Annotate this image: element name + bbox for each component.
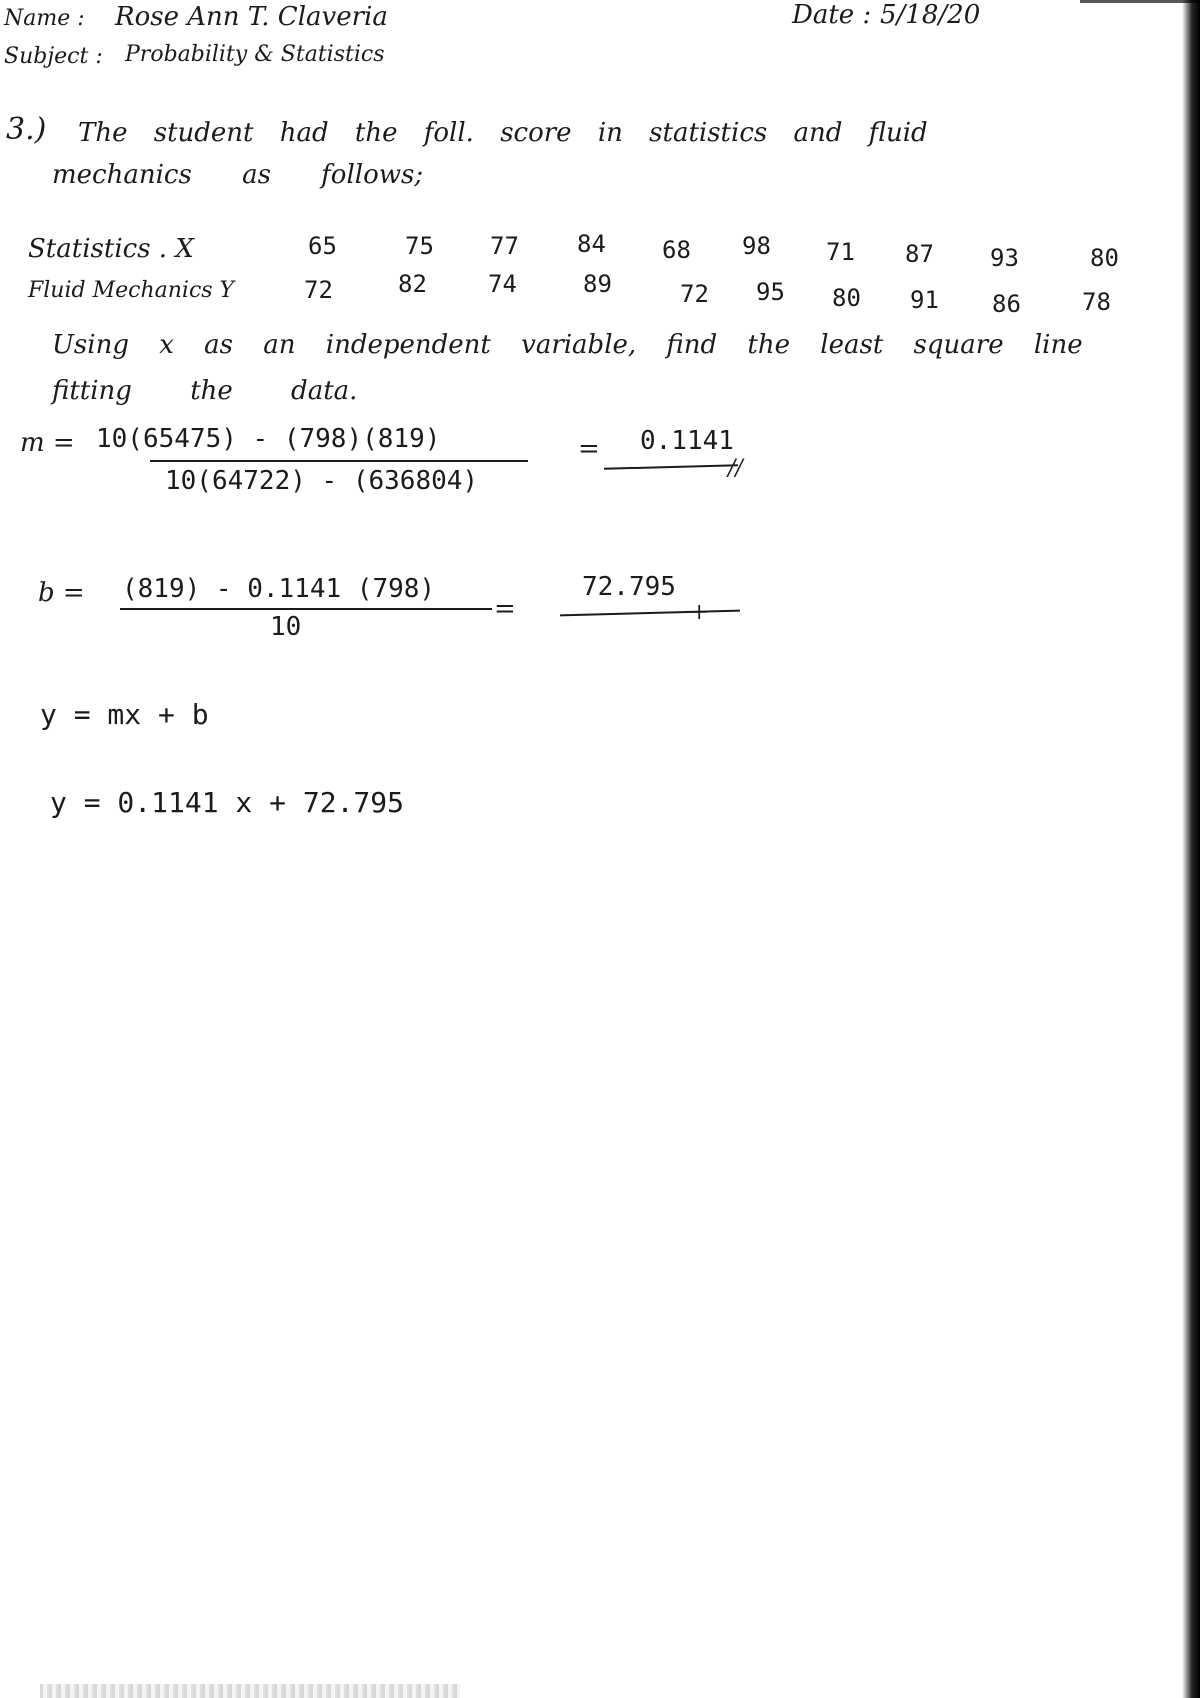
- date-value: 5/18/20: [880, 0, 981, 30]
- x-value: 98: [742, 232, 771, 260]
- subject-label: Subject :: [4, 44, 103, 69]
- x-row-label: Statistics . X: [28, 234, 194, 264]
- b-denominator: 10: [270, 612, 302, 642]
- b-equals: =: [494, 594, 516, 624]
- y-value: 86: [992, 290, 1021, 318]
- name-label: Name :: [4, 6, 85, 31]
- scan-noise: [40, 1684, 460, 1698]
- x-value: 68: [662, 236, 691, 264]
- y-value: 82: [398, 270, 427, 298]
- y-row-label: Fluid Mechanics Y: [28, 278, 235, 303]
- x-value: 80: [1090, 244, 1119, 272]
- b-fraction-bar: [120, 608, 492, 610]
- m-result: 0.1141: [640, 426, 734, 456]
- date-label: Date :: [792, 0, 872, 30]
- final-answer-mark: +: [690, 600, 709, 625]
- m-denominator: 10(64722) - (636804): [165, 466, 479, 496]
- problem-line-3: Using x as an independent variable, find the least square line: [52, 330, 1083, 360]
- problem-number: 3.): [6, 112, 47, 147]
- m-numerator: 10(65475) - (798)(819): [96, 424, 441, 454]
- x-value: 77: [490, 232, 519, 260]
- y-value: 72: [680, 280, 709, 308]
- subject-value: Probability & Statistics: [125, 42, 385, 67]
- x-value: 71: [826, 238, 855, 266]
- b-result: 72.795: [582, 572, 676, 602]
- y-value: 74: [488, 270, 517, 298]
- y-value: 91: [910, 286, 939, 314]
- problem-line-4: fitting the data.: [52, 376, 358, 406]
- x-value: 84: [577, 230, 606, 258]
- y-value: 95: [756, 278, 785, 306]
- x-value: 87: [905, 240, 934, 268]
- y-value: 78: [1082, 288, 1111, 316]
- m-result-underline: [604, 464, 738, 470]
- y-value: 72: [304, 276, 333, 304]
- m-fraction-bar: [150, 460, 528, 462]
- b-numerator: (819) - 0.1141 (798): [122, 574, 436, 604]
- final-equation: y = 0.1141 x + 72.795: [50, 786, 405, 819]
- x-value: 75: [405, 232, 434, 260]
- scan-edge-shadow: [1182, 0, 1200, 1698]
- problem-line-2: mechanics as follows;: [52, 160, 424, 190]
- x-value: 93: [990, 244, 1019, 272]
- name-value: Rose Ann T. Claveria: [115, 2, 388, 32]
- y-value: 80: [832, 284, 861, 312]
- x-value: 65: [308, 232, 337, 260]
- m-equals: =: [578, 434, 600, 464]
- final-answer-mark: //: [728, 456, 743, 481]
- b-result-underline: [560, 610, 740, 617]
- y-value: 89: [583, 270, 612, 298]
- general-equation: y = mx + b: [40, 698, 209, 731]
- m-label: m =: [20, 428, 75, 458]
- problem-line-1: The student had the foll. score in statistics and fluid: [78, 118, 928, 148]
- b-label: b =: [38, 578, 85, 608]
